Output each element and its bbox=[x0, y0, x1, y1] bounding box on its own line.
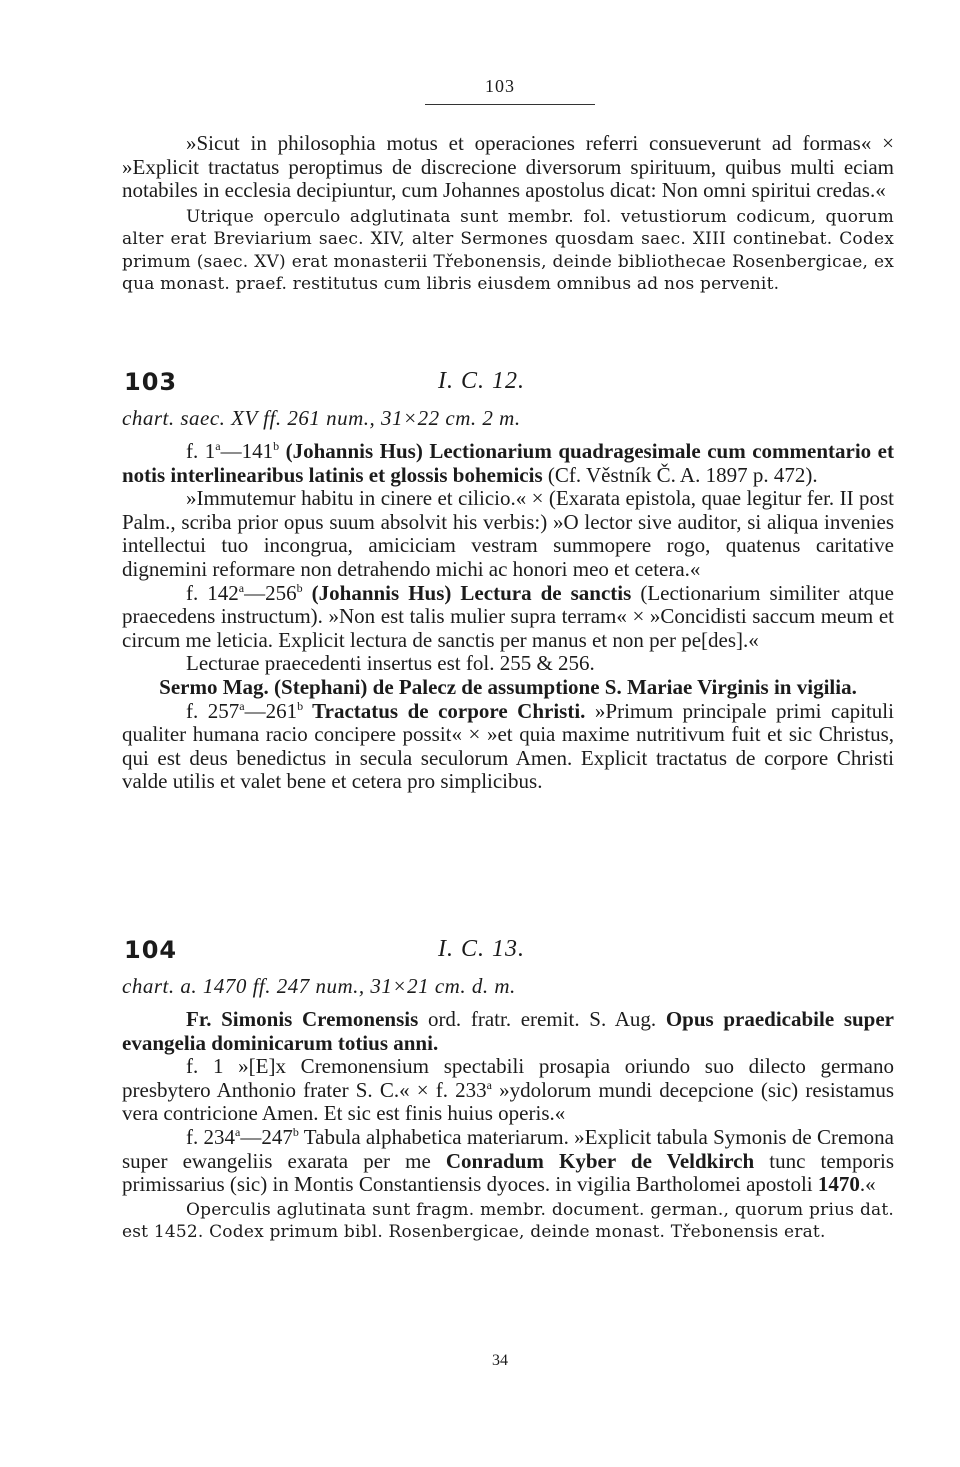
intro-block bbox=[122, 132, 894, 296]
entry-103-sermon-title: Sermo Mag. (Stephani) de Palecz de assumptione S. Mariae Virginis in vigilia. bbox=[159, 674, 857, 699]
entry-number: 104 bbox=[124, 936, 178, 964]
entry-signature: I. C. 13. bbox=[438, 936, 525, 962]
entry-103-item-1-text: »Immutemur habitu in cinere et cilicio.« × (Exarata epistola, quae legitur fer. II post Palm., scriba prior opus suum absolvit his verbis:) »O lector sive auditor, si aliqua invenies intellectui tuo incongrua, amiciciam vestram summopere rogo, quatenus caritative dignemini reformare non detrahendo michi ac honori meo et cetera.« bbox=[122, 486, 894, 581]
entry-104-binding-note: Operculis aglutinata sunt fragm. membr. document. german., quorum prius dat. est 1452. Codex primum bibl. Rosenbergicae, deinde monast. Třebonensis erat. bbox=[122, 1199, 894, 1243]
header-rule bbox=[425, 104, 595, 105]
entry-103-heading bbox=[122, 368, 894, 402]
entry-signature: I. C. 12. bbox=[438, 368, 525, 394]
intro-incipit-explicit: »Sicut in philosophia motus et operaciones referri consueverunt ad formas« × »Explicit tractatus peroptimus de discrecione diversorum spirituum, quibus multi eciam notabiles in ecclesia decipiuntur, cum Johannes apostolus dicat: Non omni spiritui credas.« bbox=[122, 131, 894, 203]
entry-104-heading bbox=[122, 936, 894, 970]
entry-104-item-1: f. 1 »[E]x Cremonensium spectabili prosapia oriundo suo dilecto germano presbytero Anthonio frater S. C.« × f. 233$^a$ »ydolorum mundi decepcione (sic) resistamus vera contricione Amen. Et sic est finis huius operis.« bbox=[122, 1054, 894, 1126]
entry-104-body bbox=[122, 1008, 894, 1244]
entry-104-description: chart. a. 1470 ff. 247 num., 31×21 cm. d. m. bbox=[122, 974, 516, 998]
entry-103-note: Lecturae praecedenti insertus est fol. 255 & 256. bbox=[186, 651, 595, 676]
intro-binding-note: Utrique operculo adglutinata sunt membr. fol. vetustiorum codicum, quorum alter erat Breviarium saec. XIV, alter Sermones quosdam saec. XIII continebat. Codex primum (saec. XV) erat monasterii Třebonensis, deinde bibliothecae Rosenbergicae, ex qua monast. praef. restitutus cum libris eiusdem omnibus ad nos pervenit. bbox=[122, 206, 894, 295]
entry-103-item-3: f. 257$^a$—261$^b$ Tractatus de corpore Christi. »Primum principale primi capituli qualiter humana racio concipere possit« × »et quia maxime nutritivum fuit et sic Christus, qui est deus benedictus in secula seculorum Amen. Explicit tractatus de corpore Christi valde utilis et valet bene et cetera pro simplicibus. bbox=[122, 698, 894, 794]
entry-number: 103 bbox=[124, 368, 178, 396]
entry-104-item-2: f. 234$^a$—247$^b$ Tabula alphabetica materiarum. »Explicit tabula Symonis de Cremona super ewangeliis exarata per me Conradum Kyber de Veldkirch tunc temporis primissarius (sic) in Montis Constantiensis dyoces. in vigilia Bartholomei apostoli 1470.« bbox=[122, 1124, 894, 1197]
entry-103-item-2: f. 142$^a$—256$^b$ (Johannis Hus) Lectura de sanctis (Lectionarium similiter atque praecedens instructum). »Non est talis mulier supra terram« × »Concidisti saccum meum et circum me leticia. Explicit lectura de sanctis per manus et non per pe[des].« bbox=[122, 580, 894, 652]
footer-signature-number: 34 bbox=[492, 1352, 508, 1369]
entry-103-description: chart. saec. XV ff. 261 num., 31×22 cm. 2 m. bbox=[122, 406, 521, 430]
entry-104-title: Fr. Simonis Cremonensis ord. fratr. eremit. S. Aug. Opus praedicabile super evangelia dominicarum totius anni. bbox=[122, 1007, 894, 1055]
entry-103-body bbox=[122, 440, 894, 794]
entry-103-item-1: f. 1$^a$—141$^b$ (Johannis Hus) Lectionarium quadragesimale cum commentario et notis interlinearibus latinis et glossis bohemicis (Cf. Věstník Č. A. 1897 p. 472). bbox=[122, 439, 894, 487]
page-number: 103 bbox=[485, 76, 515, 96]
